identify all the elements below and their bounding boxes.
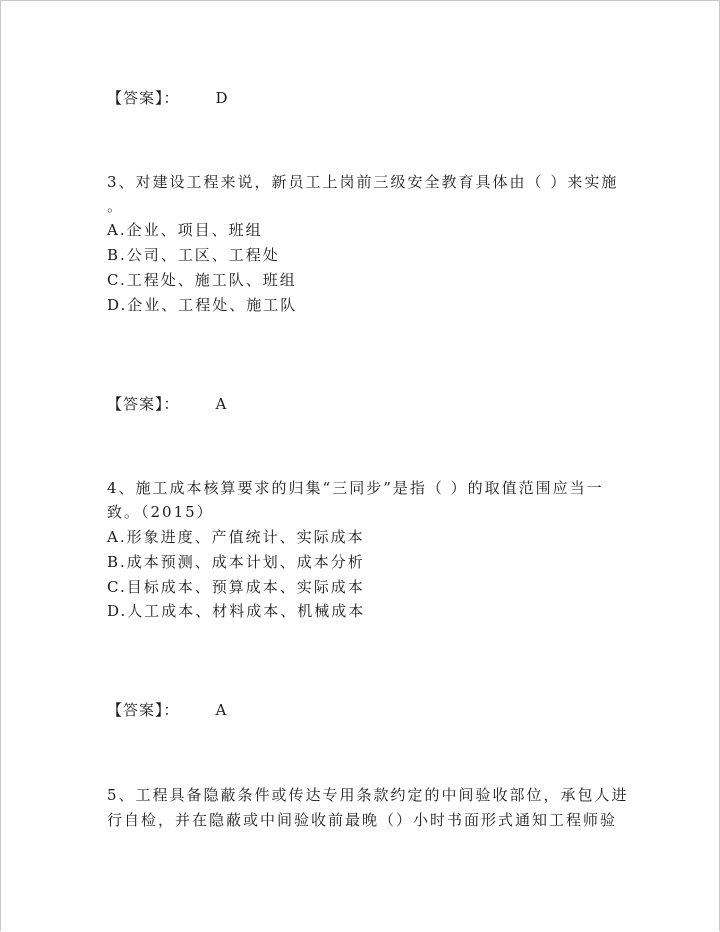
answer-label: 【答案】： [107,89,180,107]
question-4-text: 4、施工成本核算要求的归集“三同步”是指（ ）的取值范围应当一 [107,479,604,497]
question-3-option-a: A.企业、项目、班组 [107,221,263,239]
question-3-option-c: C.工程处、施工队、班组 [107,271,297,289]
answer-value: D [215,89,228,107]
answer-label: 【答案】： [107,701,180,719]
question-5-text-cont: 行自检，并在隐蔽或中间验收前最晚（）小时书面形式通知工程师验 [107,811,618,829]
answer-label: 【答案】： [107,395,180,413]
question-3-text: 3、对建设工程来说，新员工上岗前三级安全教育具体由（ ）来实施 [107,173,619,191]
question-3-text-cont: 。 [107,197,125,215]
question-4-option-c: C.目标成本、预算成本、实际成本 [107,578,365,596]
question-4-text-cont: 致。（2015） [107,503,214,521]
answer-value: A [215,395,227,413]
question-4-option-a: A.形象进度、产值统计、实际成本 [107,528,365,546]
question-4-option-d: D.人工成本、材料成本、机械成本 [107,602,366,620]
question-5-text: 5、工程具备隐蔽条件或传达专用条款约定的中间验收部位，承包人进 [107,786,629,804]
question-3-option-d: D.企业、工程处、施工队 [107,296,298,314]
question-4-option-b: B.成本预测、成本计划、成本分析 [107,553,365,571]
answer-row [107,88,228,108]
answer-row [107,394,226,414]
answer-row [107,700,226,720]
answer-value: A [215,701,227,719]
question-3-option-b: B.公司、工区、工程处 [107,246,280,264]
